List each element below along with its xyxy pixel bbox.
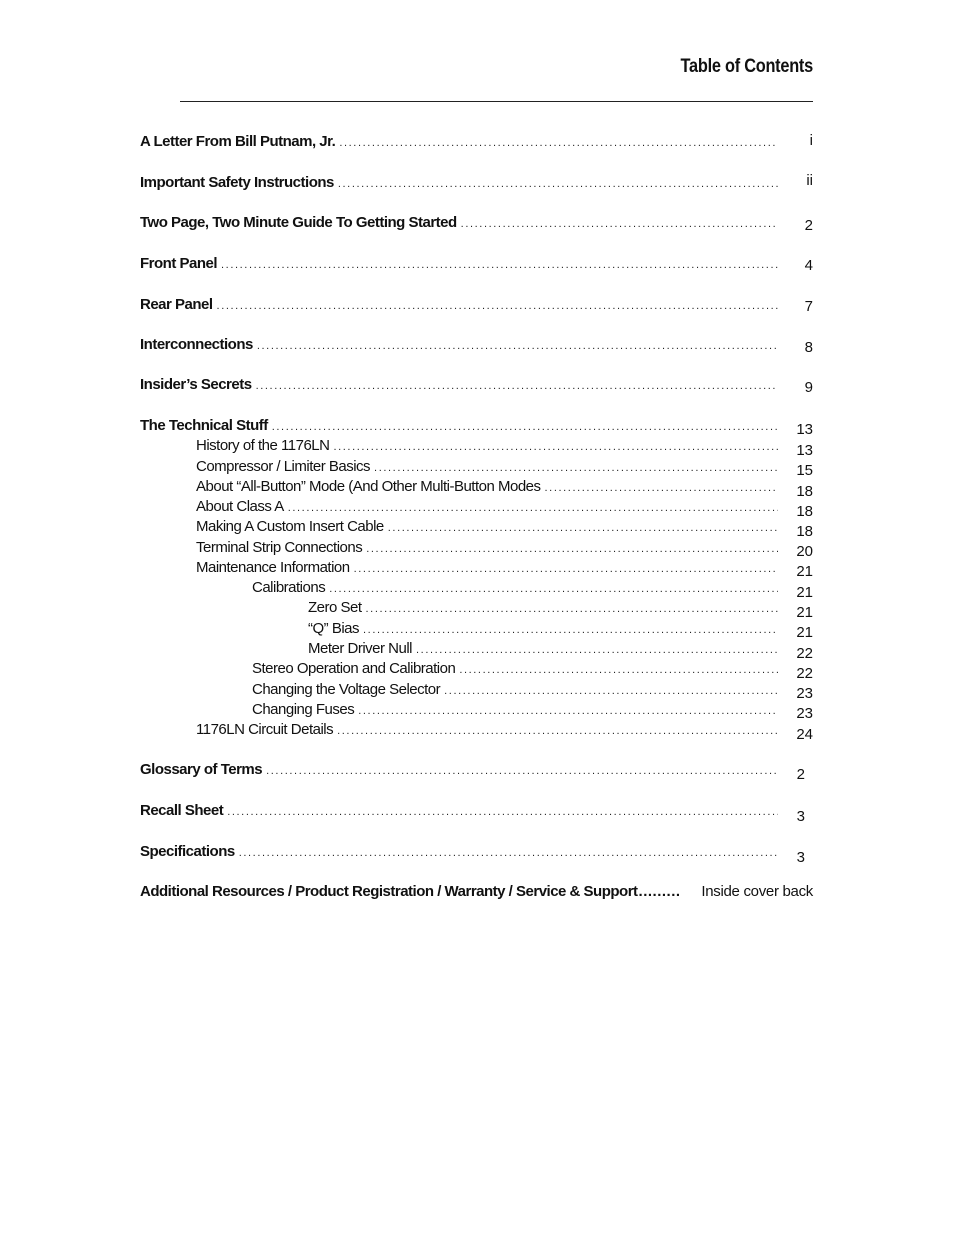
toc-entry-label: Front Panel [140, 255, 221, 273]
toc-entry-leader [388, 520, 778, 536]
toc-entry[interactable] [140, 172, 778, 192]
toc-entry[interactable] [196, 537, 778, 557]
toc-entry-leader [227, 804, 778, 820]
toc-entry-leader [374, 460, 778, 476]
toc-entry-leader [272, 419, 778, 435]
toc-entry-leader [339, 135, 778, 151]
toc-entry-label: Insider’s Secrets [140, 376, 256, 394]
toc-entry-leader [358, 703, 778, 719]
toc-entry-label: “Q” Bias [308, 620, 363, 638]
toc-entry-page: 23 [796, 685, 813, 702]
toc-entry[interactable] [140, 253, 778, 273]
toc-entry-page: 21 [796, 604, 813, 621]
toc-entry-label: Zero Set [308, 599, 366, 617]
toc-entry-leader [545, 480, 778, 496]
toc-entry-page: 4 [804, 257, 813, 274]
toc-entry-label: 1176LN Circuit Details [196, 721, 337, 739]
toc-entry[interactable] [308, 638, 778, 658]
toc-entry-page: 9 [804, 379, 813, 396]
toc-entry[interactable] [308, 597, 778, 617]
toc-entry-leader [266, 763, 778, 779]
toc-entry-label: A Letter From Bill Putnam, Jr. [140, 133, 339, 151]
toc-entry-leader [256, 378, 778, 394]
toc-entry-label: Important Safety Instructions [140, 174, 338, 192]
toc-entry[interactable] [308, 618, 778, 638]
toc-entry-label: About “All-Button” Mode (And Other Multi-Button Modes [196, 478, 545, 496]
toc-entry-page: 21 [796, 624, 813, 641]
toc-entry-page: 13 [796, 442, 813, 459]
toc-entry-page: 23 [796, 705, 813, 722]
toc-entry-page: 2 [804, 217, 813, 234]
toc-entry-leader [363, 622, 778, 638]
toc-entry-label: Making A Custom Insert Cable [196, 518, 388, 536]
toc-entry-page: 15 [796, 462, 813, 479]
toc-entry[interactable] [140, 415, 778, 435]
toc-entry-label: History of the 1176LN [196, 437, 333, 455]
toc-entry-leader [329, 581, 778, 597]
toc-entry-label: About Class A [196, 498, 288, 516]
toc-entry[interactable] [140, 294, 778, 314]
toc-entry-label: Meter Driver Null [308, 640, 416, 658]
toc-entry-label: Calibrations [252, 579, 329, 597]
toc-entry-page: 3 [796, 808, 805, 825]
toc-entry-page: ii [806, 172, 813, 189]
toc-entry-leader [366, 601, 778, 617]
toc-entry-page: 13 [796, 421, 813, 438]
toc-entry[interactable] [140, 334, 778, 354]
toc-entry[interactable] [252, 699, 778, 719]
toc-entry-page: 8 [804, 339, 813, 356]
toc-entry[interactable] [140, 374, 778, 394]
toc-entry-page: 18 [796, 523, 813, 540]
toc-entry-label: Stereo Operation and Calibration [252, 660, 459, 678]
toc-entry[interactable] [196, 557, 778, 577]
toc-entry-page: 22 [796, 665, 813, 682]
toc-entry[interactable] [252, 658, 778, 678]
toc-entry-page: 22 [796, 645, 813, 662]
toc-entry[interactable] [140, 800, 778, 820]
toc-entry-page: Inside cover back [701, 883, 813, 900]
toc-entry-label: Rear Panel [140, 296, 217, 314]
toc-entry[interactable] [196, 435, 778, 455]
toc-entry-page: 3 [796, 849, 805, 866]
toc-entry-leader [257, 338, 778, 354]
toc-entry-leader [288, 500, 778, 516]
toc-entry-leader [239, 845, 778, 861]
toc-entry[interactable] [196, 496, 778, 516]
toc-entry-leader [221, 257, 778, 273]
toc-entry-page: 24 [796, 726, 813, 743]
toc-entry-label: Specifications [140, 843, 239, 861]
toc-entry-page: 21 [796, 563, 813, 580]
toc-entry[interactable] [252, 679, 778, 699]
toc-entry-page: 20 [796, 543, 813, 560]
page-title: Table of Contents [680, 56, 813, 77]
toc-entry-leader [459, 662, 778, 678]
toc-entry-leader [217, 298, 778, 314]
toc-entry-label: The Technical Stuff [140, 417, 272, 435]
toc-entry-leader [444, 683, 778, 699]
toc-entry-label: Glossary of Terms [140, 761, 266, 779]
toc-entry-label: Two Page, Two Minute Guide To Getting Started [140, 214, 461, 232]
toc-entry-additional-resources[interactable] [140, 879, 813, 901]
toc-entry[interactable] [196, 476, 778, 496]
toc-entry[interactable] [196, 456, 778, 476]
toc-entry[interactable] [140, 841, 778, 861]
toc-entry-leader [337, 723, 778, 739]
toc-entry-label: Recall Sheet [140, 802, 227, 820]
toc-entry-page: 2 [796, 766, 805, 783]
toc-entry-page: 21 [796, 584, 813, 601]
toc-entry-leader [461, 216, 778, 232]
toc-entry-label: Additional Resources / Product Registration / Warranty / Service & Support [140, 883, 638, 900]
toc-entry-label: Terminal Strip Connections [196, 539, 366, 557]
toc-entry-label: Changing Fuses [252, 701, 358, 719]
toc-entry-label: Compressor / Limiter Basics [196, 458, 374, 476]
toc-entry-page: 7 [804, 298, 813, 315]
toc-entry[interactable] [140, 131, 778, 151]
toc-entry-page: i [809, 132, 813, 149]
toc-entry-leader [333, 439, 778, 455]
toc-entry-leader [338, 176, 778, 192]
toc-entry[interactable] [252, 577, 778, 597]
toc-entry-leader: ......... [638, 883, 681, 900]
toc-entry-label: Interconnections [140, 336, 257, 354]
toc-entry-leader [354, 561, 778, 577]
toc-entry-label: Changing the Voltage Selector [252, 681, 444, 699]
toc-entry-label: Maintenance Information [196, 559, 354, 577]
toc-entry[interactable] [140, 212, 778, 232]
toc-entry-page: 18 [796, 483, 813, 500]
toc-entry[interactable] [196, 719, 778, 739]
toc-entry[interactable] [196, 516, 778, 536]
toc-entry-leader [416, 642, 778, 658]
toc-entry-leader [366, 541, 778, 557]
toc-entry[interactable] [140, 759, 778, 779]
toc-entry-page: 18 [796, 503, 813, 520]
